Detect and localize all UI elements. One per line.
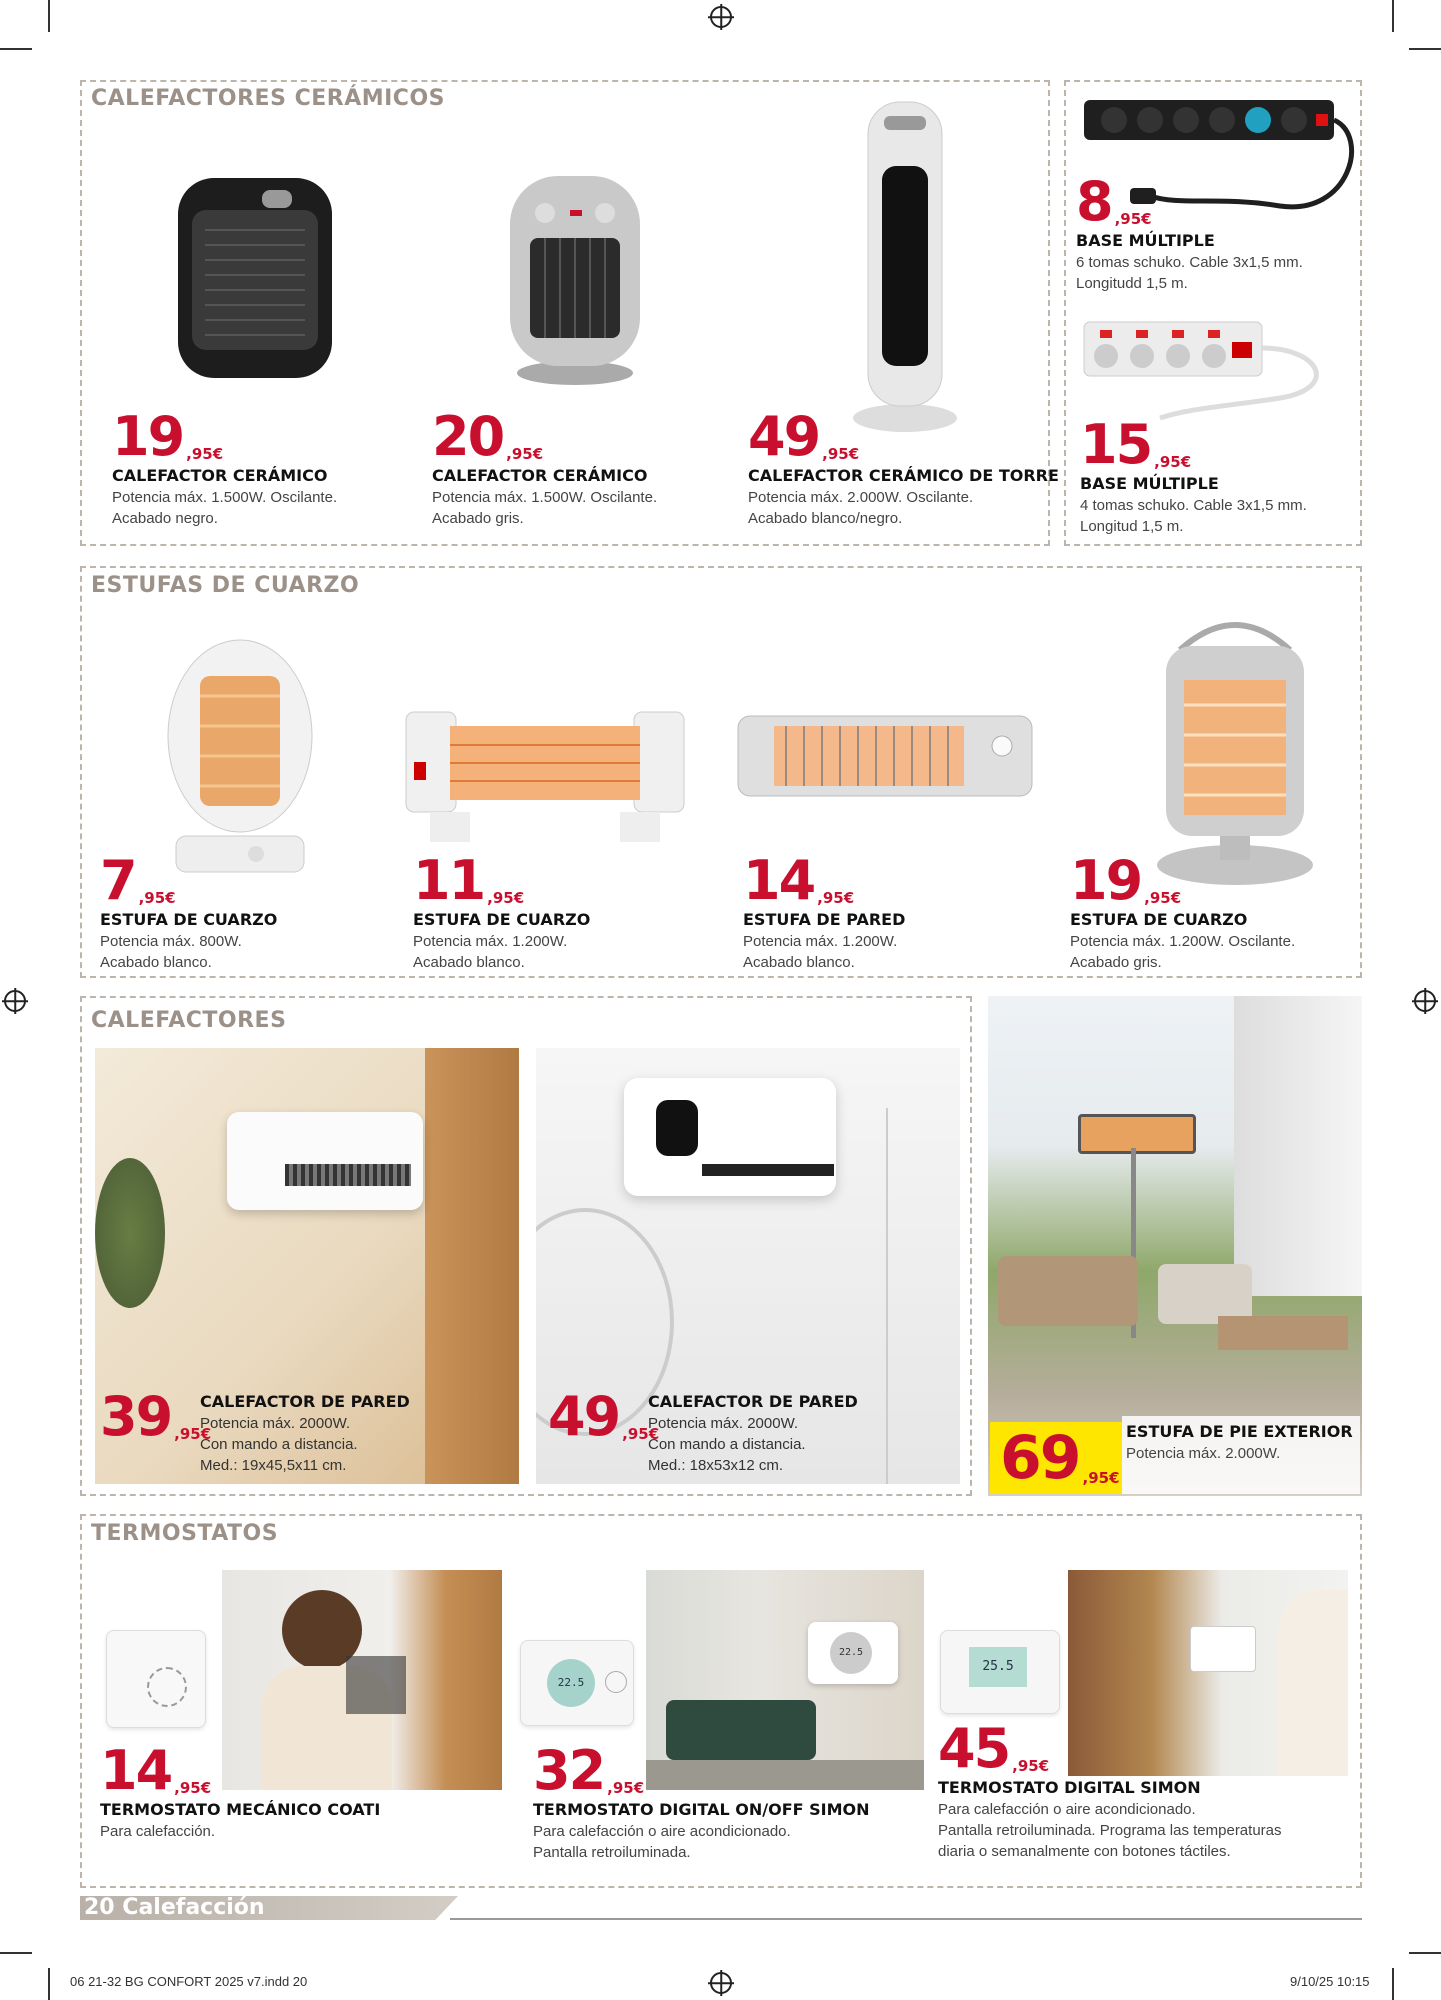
product-outdoor-heater-info: [1126, 1420, 1353, 1464]
product-mechanical-thermostat[interactable]: [100, 1739, 381, 1842]
price: 8 ,95€: [1076, 170, 1152, 233]
wall-quartz-heater-image: [734, 712, 1036, 802]
product-description: Potencia máx. 2.000W.: [1126, 1445, 1281, 1462]
product-quartz-heater-oscillating[interactable]: [1070, 849, 1296, 973]
product-name: CALEFACTOR CERÁMICO: [432, 466, 648, 485]
price: 49 ,95€: [548, 1385, 660, 1448]
price: 20 ,95€: [432, 405, 544, 468]
living-room-thermostat-photo: 22.5: [646, 1570, 924, 1790]
section-title: ESTUFAS DE CUARZO: [91, 573, 360, 598]
price: 19 ,95€: [1070, 849, 1182, 912]
product-description: Potencia máx. 1.500W. Oscilante. Acabado negro.: [112, 489, 338, 527]
price: 11 ,95€: [413, 849, 525, 912]
quartz-heater-small-image: [160, 636, 320, 886]
product-name: BASE MÚLTIPLE: [1080, 474, 1219, 493]
section-title: CALEFACTORES: [91, 1008, 287, 1033]
product-description: Potencia máx. 1.500W. Oscilante. Acabado gris.: [432, 489, 658, 527]
product-description: Potencia máx. 2000W. Con mando a distancia. Med.: 18x53x12 cm.: [648, 1415, 806, 1474]
product-name: ESTUFA DE CUARZO: [413, 910, 591, 929]
product-description: Para calefacción o aire acondicionado. Pantalla retroiluminada.: [533, 1823, 791, 1861]
product-digital-thermostat-simon[interactable]: [938, 1717, 1282, 1862]
section-title: TERMOSTATOS: [91, 1521, 279, 1546]
product-ceramic-heater-gray[interactable]: [432, 405, 658, 529]
product-power-strip-4[interactable]: [1080, 413, 1307, 537]
crop-mark: [48, 1968, 50, 2000]
crop-mark: [1392, 0, 1394, 32]
quartz-heater-floor-image: [400, 700, 690, 850]
price: 14 ,95€: [100, 1739, 212, 1802]
crop-mark: [1409, 1952, 1441, 1954]
price: 14 ,95€: [743, 849, 855, 912]
ceramic-heater-gray-image: [500, 168, 650, 388]
product-quartz-heater-800[interactable]: [100, 849, 278, 973]
price: 39 ,95€: [100, 1385, 212, 1448]
footer-rule: [450, 1918, 1362, 1920]
ceramic-heater-black-image: [170, 170, 340, 390]
digital-thermostat-simon-image: 25.5: [940, 1630, 1060, 1714]
product-wall-quartz-heater[interactable]: [743, 849, 906, 973]
product-digital-thermostat-onoff[interactable]: [533, 1739, 870, 1863]
crop-mark: [0, 48, 32, 50]
price: 7 ,95€: [100, 849, 176, 912]
product-description: Potencia máx. 800W. Acabado blanco.: [100, 933, 242, 971]
product-name: TERMOSTATO DIGITAL SIMON: [938, 1778, 1201, 1797]
product-name: ESTUFA DE CUARZO: [1070, 910, 1248, 929]
product-description: Potencia máx. 1.200W. Acabado blanco.: [743, 933, 898, 971]
registration-mark-icon: [4, 990, 26, 1012]
product-description: Potencia máx. 2.000W. Oscilante. Acabado blanco/negro.: [748, 489, 974, 527]
product-name: CALEFACTOR CERÁMICO DE TORRE: [748, 466, 1059, 485]
crop-mark: [1409, 48, 1441, 50]
slug-file: 06 21-32 BG CONFORT 2025 v7.indd 20: [70, 1974, 308, 1989]
registration-mark-icon: [710, 1972, 732, 1994]
slug-date: 9/10/25 10:15: [1290, 1974, 1370, 1989]
registration-mark-icon: [1414, 990, 1436, 1012]
product-name: TERMOSTATO MECÁNICO COATI: [100, 1800, 381, 1819]
quartz-heater-oscillating-image: [1150, 610, 1320, 890]
product-tower-heater[interactable]: [748, 405, 1059, 529]
product-description: Potencia máx. 1.200W. Acabado blanco.: [413, 933, 568, 971]
product-name: CALEFACTOR DE PARED: [648, 1392, 858, 1411]
product-power-strip-6[interactable]: [1076, 170, 1303, 294]
product-name: ESTUFA DE CUARZO: [100, 910, 278, 929]
product-description: Para calefacción o aire acondicionado. Pantalla retroiluminada. Programa las temperaturas diaria o semanalmente con botones táctiles.: [938, 1801, 1282, 1860]
price: 15 ,95€: [1080, 413, 1192, 476]
product-description: 6 tomas schuko. Cable 3x1,5 mm. Longitudd 1,5 m.: [1076, 254, 1303, 292]
product-name: BASE MÚLTIPLE: [1076, 231, 1215, 250]
product-name: TERMOSTATO DIGITAL ON/OFF SIMON: [533, 1800, 870, 1819]
crop-mark: [48, 0, 50, 32]
footer-page-label: 20 Calefacción: [84, 1895, 265, 1920]
mechanical-thermostat-image: [106, 1630, 206, 1728]
product-outdoor-heater[interactable]: [1000, 1423, 1120, 1493]
price: 45 ,95€: [938, 1717, 1050, 1780]
product-name: ESTUFA DE PARED: [743, 910, 906, 929]
digital-thermostat-onoff-image: 22.5: [520, 1640, 634, 1726]
product-name: CALEFACTOR CERÁMICO: [112, 466, 328, 485]
crop-mark: [0, 1952, 32, 1954]
product-description: Para calefacción.: [100, 1823, 216, 1840]
product-name: CALEFACTOR DE PARED: [200, 1392, 410, 1411]
price: 49 ,95€: [748, 405, 860, 468]
section-title: CALEFACTORES CERÁMICOS: [91, 86, 445, 111]
product-description: Potencia máx. 1.200W. Oscilante. Acabado gris.: [1070, 933, 1296, 971]
registration-mark-icon: [710, 6, 732, 28]
crop-mark: [1392, 1968, 1394, 2000]
tower-heater-image: [850, 96, 960, 436]
price: 19 ,95€: [112, 405, 224, 468]
product-ceramic-heater-black[interactable]: [112, 405, 338, 529]
product-quartz-heater-1200[interactable]: [413, 849, 591, 973]
price: 69 ,95€: [1000, 1423, 1120, 1493]
product-description: 4 tomas schuko. Cable 3x1,5 mm. Longitud 1,5 m.: [1080, 497, 1307, 535]
product-name: ESTUFA DE PIE EXTERIOR: [1126, 1422, 1353, 1441]
price: 32 ,95€: [533, 1739, 645, 1802]
product-description: Potencia máx. 2000W. Con mando a distancia. Med.: 19x45,5x11 cm.: [200, 1415, 358, 1474]
